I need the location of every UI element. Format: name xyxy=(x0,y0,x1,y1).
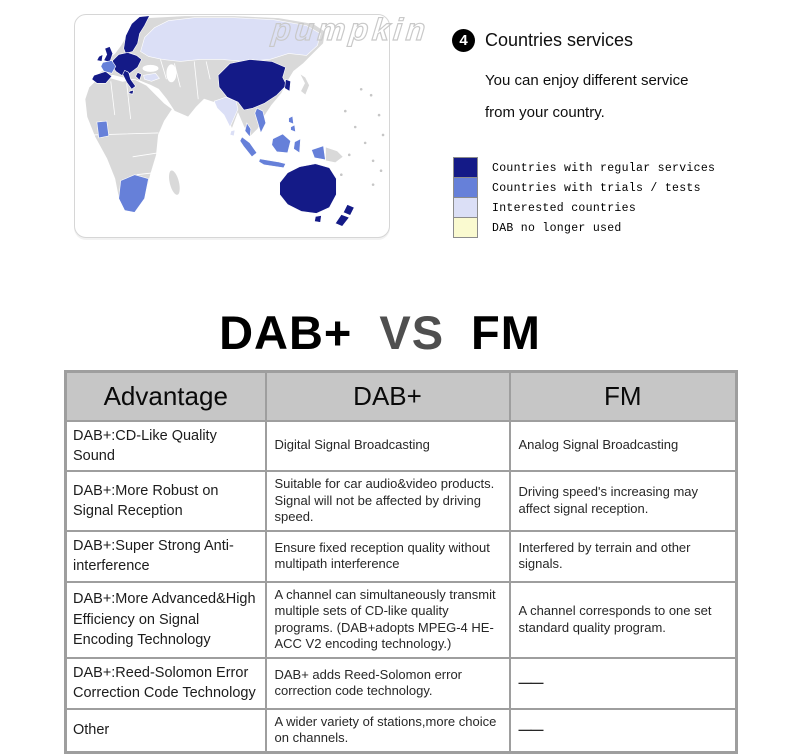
pumpkin-logo-watermark: pumpkin xyxy=(270,12,432,47)
cell-dab: Digital Signal Broadcasting xyxy=(266,421,510,472)
legend-swatch-interested xyxy=(453,197,478,218)
map-country-southafrica xyxy=(119,175,149,213)
legend-item-trials xyxy=(453,178,715,198)
map-country-korea xyxy=(285,79,291,91)
map-country-ireland xyxy=(97,54,103,61)
legend-label-regular: Countries with regular services xyxy=(492,161,716,175)
map-country-philippines xyxy=(289,116,296,132)
section-description xyxy=(485,65,688,129)
cell-advantage: DAB+:More Robust on Signal Reception xyxy=(66,471,266,531)
cell-advantage: DAB+:Reed-Solomon Error Correction Code Technology xyxy=(66,658,266,709)
cell-dab: DAB+ adds Reed-Solomon error correction code technology. xyxy=(266,658,510,709)
vs-title-fm: FM xyxy=(471,306,541,359)
map-country-newzealand-south xyxy=(335,214,349,226)
map-country-java xyxy=(259,159,286,168)
cell-advantage: Other xyxy=(66,709,266,753)
vs-title-dab: DAB+ xyxy=(219,306,353,359)
cell-fm: A channel corresponds to one set standard quality program. xyxy=(510,582,737,659)
cell-advantage: DAB+:CD-Like Quality Sound xyxy=(66,421,266,472)
map-legend xyxy=(453,158,715,238)
cell-fm: Interfered by terrain and other signals. xyxy=(510,531,737,582)
cell-dab: A channel can simultaneously transmit multiple sets of CD-like quality programs. (DAB+adopts MPEG-4 HE-ACC V2 encoding technology.) xyxy=(266,582,510,659)
table-row xyxy=(66,531,737,582)
map-country-westpapua xyxy=(311,146,325,160)
table-row xyxy=(66,709,737,753)
map-country-srilanka xyxy=(230,130,235,136)
legend-item-nolonger xyxy=(453,218,715,238)
legend-swatch-nolonger xyxy=(453,217,478,238)
cell-fm: —— xyxy=(510,709,737,753)
legend-label-trials: Countries with trials / tests xyxy=(492,181,701,195)
cell-dab: A wider variety of stations,more choice on channels. xyxy=(266,709,510,753)
cell-dab: Suitable for car audio&video products. Signal will not be affected by driving speed. xyxy=(266,471,510,531)
vs-title xyxy=(0,305,760,360)
table-row xyxy=(66,582,737,659)
section-description-line2: from your country. xyxy=(485,104,605,121)
header-fm: FM xyxy=(510,372,737,421)
map-country-sulawesi xyxy=(294,139,301,153)
cell-advantage: DAB+:More Advanced&High Efficiency on Signal Encoding Technology xyxy=(66,582,266,659)
cell-fm: Driving speed's increasing may affect signal reception. xyxy=(510,471,737,531)
map-country-ghana xyxy=(97,121,109,138)
map-pacific-islands xyxy=(340,88,384,186)
map-country-australia xyxy=(280,164,337,214)
table-header-row xyxy=(66,372,737,421)
table-row xyxy=(66,658,737,709)
header-advantage: Advantage xyxy=(66,372,266,421)
cell-fm: —— xyxy=(510,658,737,709)
section-title: Countries services xyxy=(485,30,634,50)
section-number-badge: 4 xyxy=(452,29,475,52)
header-dab: DAB+ xyxy=(266,372,510,421)
legend-item-regular xyxy=(453,158,715,178)
cell-dab: Ensure fixed reception quality without multipath interference xyxy=(266,531,510,582)
cell-fm: Analog Signal Broadcasting xyxy=(510,421,737,472)
countries-services-section xyxy=(452,29,688,129)
table-row xyxy=(66,421,737,472)
section-description-line1: You can enjoy different service xyxy=(485,72,689,89)
legend-label-nolonger: DAB no longer used xyxy=(492,221,622,235)
legend-swatch-regular xyxy=(453,157,478,178)
vs-title-vs: VS xyxy=(379,306,445,359)
cell-advantage: DAB+:Super Strong Anti-interference xyxy=(66,531,266,582)
map-country-borneo xyxy=(272,134,291,153)
table-row xyxy=(66,471,737,531)
legend-label-interested: Interested countries xyxy=(492,201,637,215)
map-country-tasmania xyxy=(314,215,321,222)
legend-item-interested xyxy=(453,198,715,218)
map-country-sumatra xyxy=(240,137,257,157)
dab-coverage-world-map xyxy=(75,15,389,237)
map-country-newzealand-north xyxy=(343,205,354,216)
legend-swatch-trials xyxy=(453,177,478,198)
dab-vs-fm-comparison-table xyxy=(64,370,738,754)
